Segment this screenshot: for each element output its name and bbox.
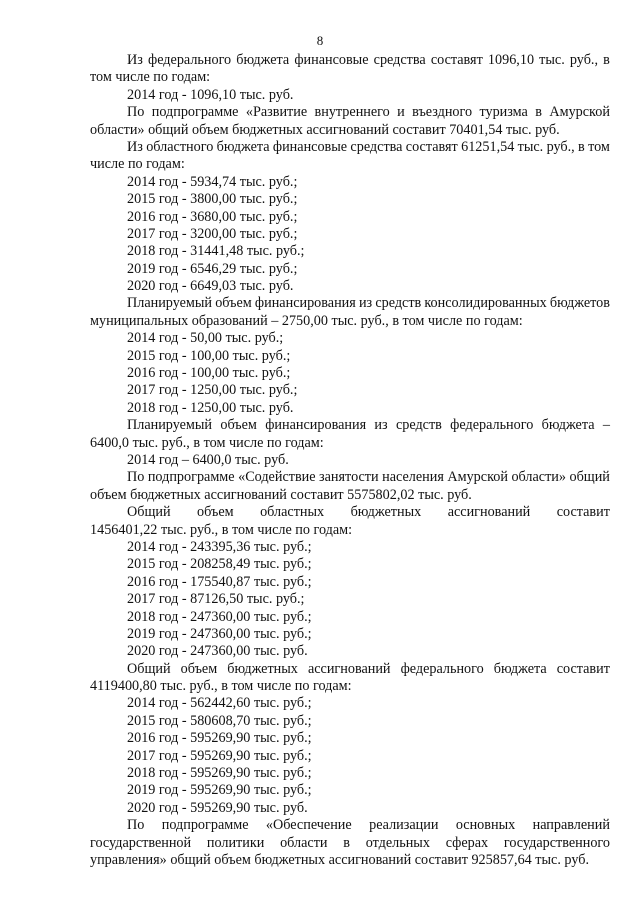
text-word: ассигнований xyxy=(447,504,531,521)
text-line xyxy=(90,504,610,521)
text-word: из xyxy=(374,417,388,434)
text-word: бюджетных xyxy=(350,504,422,521)
text-word: тыс. xyxy=(539,52,565,68)
text-line: 2014 год - 243395,36 тыс. руб.; xyxy=(127,538,312,555)
body-text xyxy=(90,52,610,869)
text-word: подпрограмме xyxy=(151,104,239,121)
text-line: 2017 год - 3200,00 тыс. руб.; xyxy=(127,225,298,242)
text-word: Из xyxy=(127,52,143,68)
text-word: составят xyxy=(430,52,483,68)
text-word: объем xyxy=(215,295,252,312)
text-word: и xyxy=(397,104,405,121)
text-word: «Содействие xyxy=(238,469,316,486)
text-line: 2018 год - 595269,90 тыс. руб.; xyxy=(127,765,312,782)
text-line: 2014 год - 1096,10 тыс. руб. xyxy=(127,86,294,103)
text-line xyxy=(90,295,610,312)
text-word: занятости xyxy=(319,469,379,486)
text-word: Амурской xyxy=(447,469,508,486)
text-word: составит xyxy=(556,504,610,521)
text-word: внутреннего xyxy=(314,104,390,121)
text-word: ассигнований xyxy=(307,660,391,677)
text-word: составит xyxy=(556,660,610,677)
text-word: федерального xyxy=(148,52,232,68)
text-word: составят xyxy=(405,138,458,155)
text-line: 4119400,80 тыс. руб., в том числе по годам: xyxy=(90,678,352,695)
text-word: объем xyxy=(197,504,234,521)
text-line: 6400,0 тыс. руб., в том числе по годам: xyxy=(90,434,324,451)
text-line xyxy=(90,417,610,434)
text-word: основных xyxy=(455,817,516,834)
text-line: 2015 год - 100,00 тыс. руб.; xyxy=(127,347,291,364)
text-word: бюджетов xyxy=(549,295,610,312)
text-line xyxy=(90,469,610,486)
text-word: средства xyxy=(373,52,426,68)
page-number: 8 xyxy=(316,33,324,48)
text-word: объем xyxy=(220,417,257,434)
text-line: 2015 год - 3800,00 тыс. руб.; xyxy=(127,191,298,208)
text-line: 2020 год - 595269,90 тыс. руб. xyxy=(127,799,308,816)
text-word: Из xyxy=(127,138,143,155)
text-word: бюджета xyxy=(236,52,290,68)
text-line: 2018 год - 1250,00 тыс. руб. xyxy=(127,399,294,416)
text-word: «Развитие xyxy=(245,104,308,121)
text-line: числе по годам: xyxy=(90,156,185,173)
text-word: средств xyxy=(375,295,422,312)
text-line: 2019 год - 595269,90 тыс. руб.; xyxy=(127,782,312,799)
text-word: том xyxy=(588,138,610,155)
text-line: 2018 год - 31441,48 тыс. руб.; xyxy=(127,243,305,260)
text-word: в xyxy=(603,52,610,68)
text-line: 2014 год - 562442,60 тыс. руб.; xyxy=(127,695,312,712)
text-word: финансовые xyxy=(272,138,348,155)
text-line: том числе по годам: xyxy=(90,69,211,86)
text-word: бюджетных xyxy=(227,660,298,677)
text-line: 2020 год - 247360,00 тыс. руб. xyxy=(127,643,308,660)
text-line: 2014 год – 6400,0 тыс. руб. xyxy=(127,451,289,468)
text-line: 2014 год - 5934,74 тыс. руб.; xyxy=(127,173,298,190)
text-line: 2016 год - 100,00 тыс. руб.; xyxy=(127,365,291,382)
text-word: По xyxy=(127,469,145,486)
text-word: отдельных xyxy=(365,834,430,851)
text-word: средства xyxy=(350,138,403,155)
text-line: объем бюджетных ассигнований составит 5575802,02 тыс. руб. xyxy=(90,486,472,503)
text-word: в xyxy=(535,104,542,121)
text-word: населения xyxy=(382,469,444,486)
text-word: государственного xyxy=(503,834,610,851)
text-word: тыс. xyxy=(517,138,544,155)
text-word: сферах xyxy=(445,834,489,851)
text-word: области xyxy=(280,834,328,851)
text-line: 2014 год - 50,00 тыс. руб.; xyxy=(127,330,284,347)
text-line: 2018 год - 247360,00 тыс. руб.; xyxy=(127,608,312,625)
text-line xyxy=(90,817,610,834)
text-line: 2019 год - 6546,29 тыс. руб.; xyxy=(127,260,298,277)
text-word: 61251,54 xyxy=(461,138,515,155)
text-word: По xyxy=(127,104,145,121)
text-word: федерального xyxy=(400,660,484,677)
text-word: «Обеспечение xyxy=(265,817,352,834)
text-line: 2017 год - 87126,50 тыс. руб.; xyxy=(127,591,305,608)
text-word: финансирования xyxy=(254,295,356,312)
text-line xyxy=(90,52,610,69)
text-word: Планируемый xyxy=(127,295,213,312)
text-word: подпрограмме xyxy=(161,817,249,834)
text-word: консолидированных xyxy=(424,295,547,312)
text-line xyxy=(90,661,610,678)
text-word: государственной xyxy=(90,834,192,851)
text-word: туризма xyxy=(479,104,528,121)
text-word: общий xyxy=(569,469,610,486)
text-word: въездного xyxy=(412,104,473,121)
text-word: бюджета xyxy=(541,417,595,434)
text-line: 1456401,22 тыс. руб., в том числе по годам: xyxy=(90,521,353,538)
text-word: бюджета xyxy=(493,660,547,677)
text-line: 2017 год - 595269,90 тыс. руб.; xyxy=(127,747,312,764)
text-line: управления» общий объем бюджетных ассигнований составит 925857,64 тыс. руб. xyxy=(90,851,590,868)
text-word: в xyxy=(343,834,350,851)
text-line: 2016 год - 175540,87 тыс. руб.; xyxy=(127,573,312,590)
text-word: политики xyxy=(206,834,265,851)
text-word: в xyxy=(578,138,585,155)
text-line: 2020 год - 6649,03 тыс. руб. xyxy=(127,278,294,295)
text-word: областного xyxy=(146,138,214,155)
text-line: муниципальных образований – 2750,00 тыс. руб., в том числе по годам: xyxy=(90,312,523,329)
text-line: 2016 год - 3680,00 тыс. руб.; xyxy=(127,208,298,225)
text-line xyxy=(90,139,610,156)
text-line: 2016 год - 595269,90 тыс. руб.; xyxy=(127,730,312,747)
text-word: из xyxy=(358,295,373,312)
text-word: руб., xyxy=(569,52,599,68)
text-word: реализации xyxy=(369,817,439,834)
text-word: Общий xyxy=(127,660,171,677)
text-word: Амурской xyxy=(549,104,610,121)
text-word: бюджета xyxy=(216,138,270,155)
text-line: области» общий объем бюджетных ассигнований составит 70401,54 тыс. руб. xyxy=(90,121,560,138)
text-line: 2015 год - 208258,49 тыс. руб.; xyxy=(127,556,312,573)
text-word: области» xyxy=(511,469,566,486)
text-line: 2019 год - 247360,00 тыс. руб.; xyxy=(127,625,312,642)
text-word: Общий xyxy=(127,504,171,521)
text-word: направлений xyxy=(532,817,610,834)
text-word: объем xyxy=(180,660,218,677)
text-word: средств xyxy=(395,417,442,434)
text-line xyxy=(90,835,610,852)
text-line: 2015 год - 580608,70 тыс. руб.; xyxy=(127,712,312,729)
text-word: финансирования xyxy=(265,417,367,434)
text-word: областных xyxy=(260,504,325,521)
text-word: федерального xyxy=(450,417,534,434)
text-line: 2017 год - 1250,00 тыс. руб.; xyxy=(127,382,298,399)
text-word: 1096,10 xyxy=(487,52,535,68)
text-word: подпрограмме xyxy=(147,469,235,486)
text-word: По xyxy=(127,817,145,834)
text-word: – xyxy=(602,417,610,434)
text-word: руб., xyxy=(546,138,575,155)
text-word: Планируемый xyxy=(127,417,213,434)
text-line xyxy=(90,104,610,121)
text-word: финансовые xyxy=(294,52,369,68)
